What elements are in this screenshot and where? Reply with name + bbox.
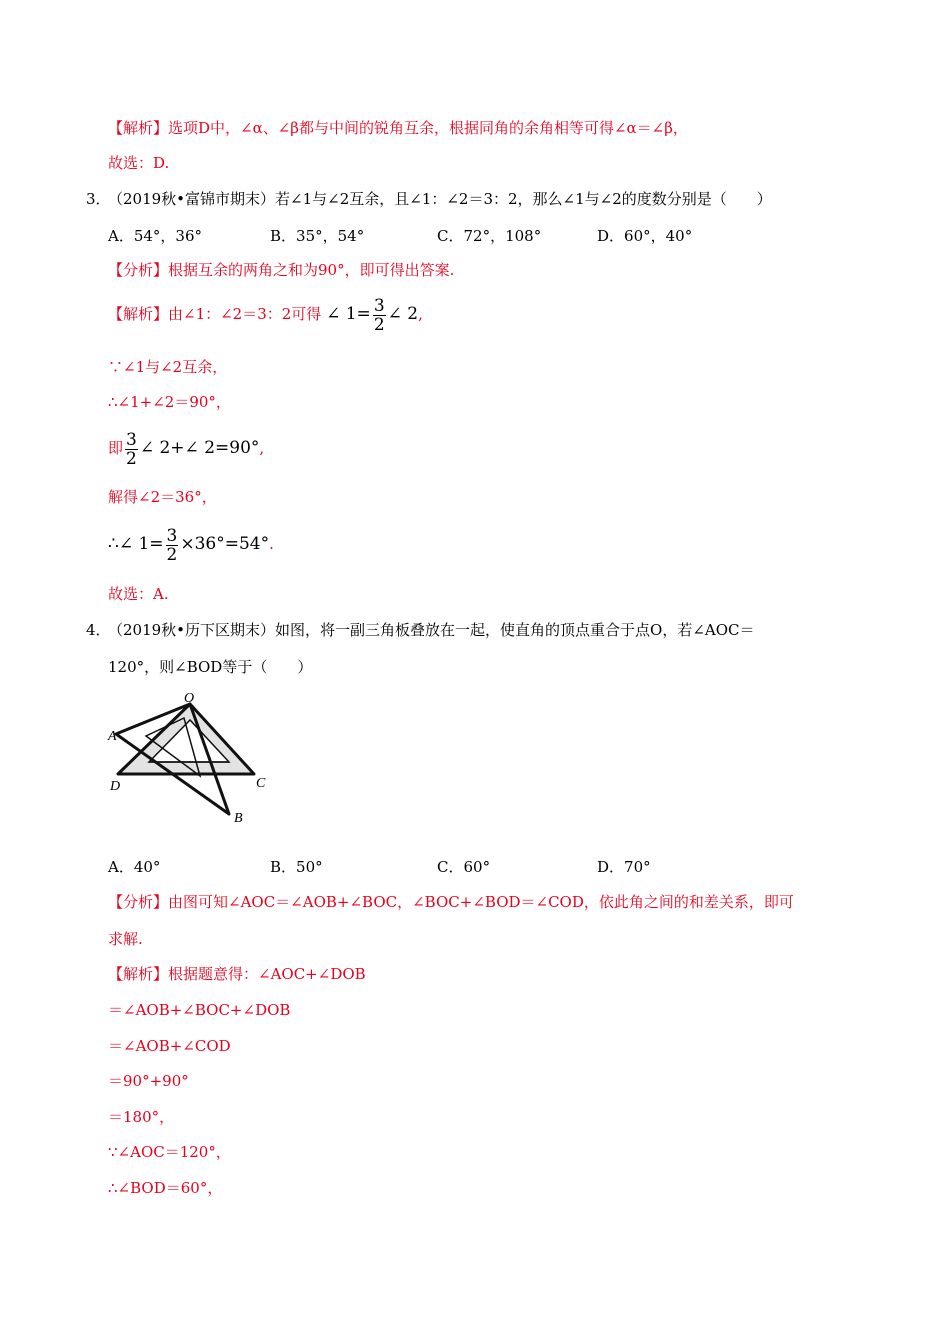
q3-line3 xyxy=(108,428,264,468)
q4-jiexi: 【解析】根据题意得：∠AOC+∠DOB xyxy=(108,965,366,983)
q3-line5-prefix: ∴∠ 1= xyxy=(108,534,164,554)
triangle-figure xyxy=(104,686,279,828)
q4-stem-line2: 120°，则∠BOD等于（ ） xyxy=(108,658,313,676)
q3-line5-eq: ×36°=54° xyxy=(180,534,270,554)
q3-line3-end: , xyxy=(259,439,265,457)
q4-stem-line1: （2019秋•历下区期末）如图，将一副三角板叠放在一起，使直角的顶点重合于点O，若∠AOC＝ xyxy=(108,621,755,639)
q3-option-c: C．72°，108° xyxy=(437,227,542,245)
q4-fenxi-line1: 【分析】由图可知∠AOC＝∠AOB+∠BOC，∠BOC+∠BOD＝∠COD，依此角之间的和差关系，即可 xyxy=(108,893,794,911)
q4-option-a: A．40° xyxy=(108,858,161,876)
q3-option-b: B．35°，54° xyxy=(270,227,365,245)
label-d: D xyxy=(110,779,121,794)
label-a: A xyxy=(108,729,117,744)
q3-jiexi-prefix: 【解析】由∠1：∠2＝3：2可得 xyxy=(108,305,322,323)
q3-line3-prefix: 即 xyxy=(108,439,124,457)
q3-option-a: A．54°，36° xyxy=(108,227,203,245)
fraction-numerator: 3 xyxy=(373,295,385,316)
q3-stem: （2019秋•富锦市期末）若∠1与∠2互余，且∠1：∠2＝3：2，那么∠1与∠2的度数分别是（ ） xyxy=(108,190,772,208)
fraction-numerator: 3 xyxy=(126,429,137,450)
q3-fenxi: 【分析】根据互余的两角之和为90°，即可得出答案. xyxy=(108,261,455,279)
q3-line3-eq: ∠ 2+∠ 2=90° xyxy=(139,438,260,458)
q4-step-6: ∴∠BOD＝60°， xyxy=(108,1179,223,1197)
q3-line1: ∵∠1与∠2互余， xyxy=(108,358,228,376)
set-square-45-shaded xyxy=(118,704,254,774)
label-o: O xyxy=(184,691,195,706)
q3-line5 xyxy=(108,524,274,564)
fraction-denominator: 2 xyxy=(166,544,178,565)
q4-option-d: D．70° xyxy=(597,858,651,876)
q3-answer: 故选：A. xyxy=(108,585,169,603)
q4-option-c: C．60° xyxy=(437,858,491,876)
label-c: C xyxy=(256,776,266,791)
q2-jiexi: 【解析】选项D中，∠α、∠β都与中间的锐角互余，根据同角的余角相等可得∠α＝∠β， xyxy=(108,119,688,137)
q3-jiexi-eq-a: ∠ 1= xyxy=(326,304,371,324)
q4-option-b: B．50° xyxy=(270,858,323,876)
q4-step-3: ＝90°+90° xyxy=(108,1072,189,1090)
q4-step-1: ＝∠AOB+∠BOC+∠DOB xyxy=(108,1001,291,1019)
q4-fenxi-line2: 求解. xyxy=(108,930,143,948)
q3-jiexi-fraction xyxy=(373,297,386,334)
q3-line5-end: . xyxy=(269,535,274,553)
q3-jiexi-end: , xyxy=(418,305,423,323)
q3-line3-fraction xyxy=(125,431,138,468)
q3-option-d: D．60°，40° xyxy=(597,227,693,245)
q3-line4: 解得∠2＝36°， xyxy=(108,488,217,506)
q3-jiexi-eq-b: ∠ 2 xyxy=(387,304,419,324)
q3-number: 3． xyxy=(86,190,111,208)
fraction-numerator: 3 xyxy=(166,525,178,546)
q3-jiexi xyxy=(108,294,423,334)
fraction-denominator: 2 xyxy=(126,448,137,469)
fraction-denominator: 2 xyxy=(373,314,385,335)
q4-step-4: ＝180°， xyxy=(108,1108,175,1126)
q4-step-2: ＝∠AOB+∠COD xyxy=(108,1037,231,1055)
q4-number: 4． xyxy=(86,621,111,639)
label-b: B xyxy=(234,811,243,826)
q3-line2: ∴∠1+∠2＝90°， xyxy=(108,393,231,411)
q3-line5-fraction xyxy=(166,527,179,564)
q4-step-5: ∵∠AOC＝120°， xyxy=(108,1143,231,1161)
q2-answer: 故选：D. xyxy=(108,154,170,172)
